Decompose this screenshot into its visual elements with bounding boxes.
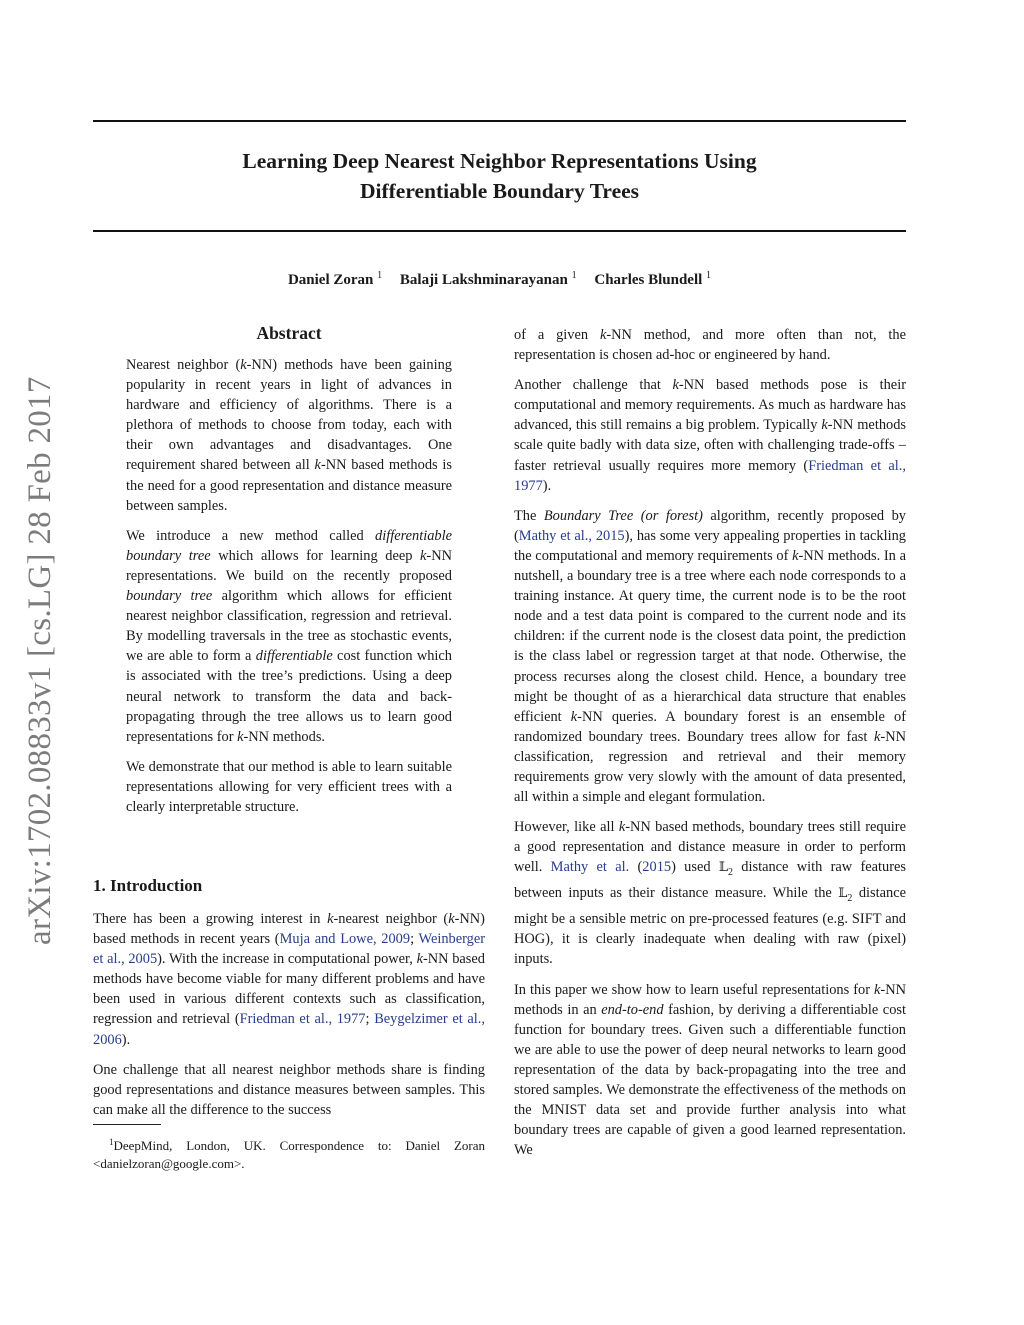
right-paragraph-1: of a given k-NN method, and more often than not, the representation is chosen ad-hoc or engineered by hand. — [514, 327, 907, 364]
citation-mathy-et-al[interactable]: Mathy et al. — [550, 859, 630, 876]
paper-title — [93, 146, 906, 206]
citation-mathy-2015[interactable]: Mathy et al., 2015 — [518, 527, 625, 544]
intro-paragraph-1: There has been a growing interest in k-nearest neighbor (k-NN) based methods in recent years (Muja and Lowe, 2009; Weinberger et al., 2005). With the increase in computational power, k-NN based methods have become viable for many different problems and have been used in various different contexts such as classification, regression and retrieval (Friedman et al., 1977; Beygelzimer et al., 2006). — [93, 911, 486, 1048]
abstract-paragraph-3: We demonstrate that our method is able to learn suitable representations allowing for very efficient trees with a clearly interpretable structure. — [126, 758, 452, 815]
right-paragraph-4: However, like all k-NN based methods, boundary trees still require a good representation and distance measure in order to perform well. Mathy et al. (2015) used 𝕃$_2$ distance with raw features between inputs as their distance measure. While the 𝕃$_2$ distance might be a sensible metric on pre-processed features (e.g. SIFT and HOG), it is clearly inadequate when dealing with raw (pixel) inputs. — [514, 819, 907, 968]
introduction-heading: 1. Introduction — [93, 876, 203, 895]
author-1: Daniel Zoran $^1$ — [287, 270, 383, 288]
right-column — [514, 325, 906, 1170]
citation-weinberger-2005[interactable]: Weinberger et al., 2005 — [93, 931, 486, 968]
citation-mathy-2015-year[interactable]: 2015 — [642, 859, 672, 876]
right-paragraph-5: In this paper we show how to learn useful representations for k-NN methods in an end-to-end fashion, by deriving a differentiable cost function for boundary trees. Given such a differentiable function we are able to use the power of deep neural networks to learn good representation of the data by back-propagating into the tree and stored samples. We demonstrate the effectiveness of the methods on the MNIST data set and provide further analysis into what boundary trees are capable of given a good learned representation. We — [514, 981, 906, 1159]
footnote-rule — [93, 1124, 161, 1125]
right-paragraph-2: Another challenge that k-NN based methods pose is their computational and memory requirements. As much as hardware has advanced, this still remains a big problem. Typically k-NN methods scale quite badly with data size, often with challenging trade-offs – faster retrieval usually requires more memory (Friedman et al., 1977). — [514, 377, 907, 494]
abstract-section — [126, 322, 452, 827]
arxiv-identifier: arXiv:1702.08833v1 [cs.LG] 28 Feb 2017 — [22, 376, 58, 945]
title-line-1: Learning Deep Nearest Neighbor Representations Using — [242, 149, 757, 173]
introduction-section — [93, 875, 485, 1173]
abstract-paragraph-2: We introduce a new method called differentiable boundary tree which allows for learning deep k-NN representations. We build on the recently proposed boundary tree algorithm which allows for efficient nearest neighbor classification, regression and retrieval. By modelling traversals in the tree as stochastic events, we are able to form a differentiable cost function which is associated with the tree’s predictions. Using a deep neural network to transform the data and back-propagating through the tree allows us to learn good representations for k-NN methods. — [126, 527, 452, 745]
author-list — [93, 266, 906, 290]
intro-paragraph-2: One challenge that all nearest neighbor methods share is finding good representations and distance measures between samples. This can make all the difference to the success — [93, 1061, 485, 1118]
abstract-paragraph-1: Nearest neighbor (k-NN) methods have been gaining popularity in recent years in light of advances in hardware and efficiency of algorithms. There is a plethora of methods to choose from today, each with their own advantages and disadvantages. One requirement shared between all k-NN based methods is the need for a good representation and distance measure between samples. — [126, 357, 452, 514]
title-rule-top — [93, 120, 906, 122]
footnote: $^1$DeepMind, London, UK. Correspondence to: Daniel Zoran <danielzoran@google.com>. — [93, 1136, 485, 1171]
right-paragraph-3: The Boundary Tree (or forest) algorithm, recently proposed by (Mathy et al., 2015), has some very appealing properties in tackling the computational and memory requirements of k-NN methods. In a nutshell, a boundary tree is a tree where each node corresponds to a training instance. At query time, the current node is to be the root node and a test data point is compared to the current node and its children: if the current node is the closest data point, the prediction is the class label or regression target at that node. Otherwise, the process recurses along the closest child. Hence, a boundary tree might be thought of as a hierarchical data structure that enables efficient k-NN queries. A boundary forest is an ensemble of randomized boundary trees. Boundary trees allow for fast k-NN classification, regression and retrieval and their memory requirements grow very slowly with the amount of data presented, all within a simple and elegant formulation. — [514, 507, 906, 806]
citation-beygelzimer-2006[interactable]: Beygelzimer et al., 2006 — [93, 1011, 485, 1048]
abstract-heading: Abstract — [256, 323, 322, 343]
citation-friedman-1977[interactable]: Friedman et al., 1977 — [239, 1011, 366, 1028]
author-3: Charles Blundell $^1$ — [594, 270, 712, 288]
title-line-2: Differentiable Boundary Trees — [359, 179, 640, 203]
author-2: Balaji Lakshminarayanan $^1$ — [399, 270, 577, 288]
citation-friedman-1977-right[interactable]: Friedman et al., 1977 — [514, 457, 906, 494]
citation-muja-lowe-2009[interactable]: Muja and Lowe, 2009 — [279, 931, 411, 948]
title-rule-bottom — [93, 230, 906, 232]
